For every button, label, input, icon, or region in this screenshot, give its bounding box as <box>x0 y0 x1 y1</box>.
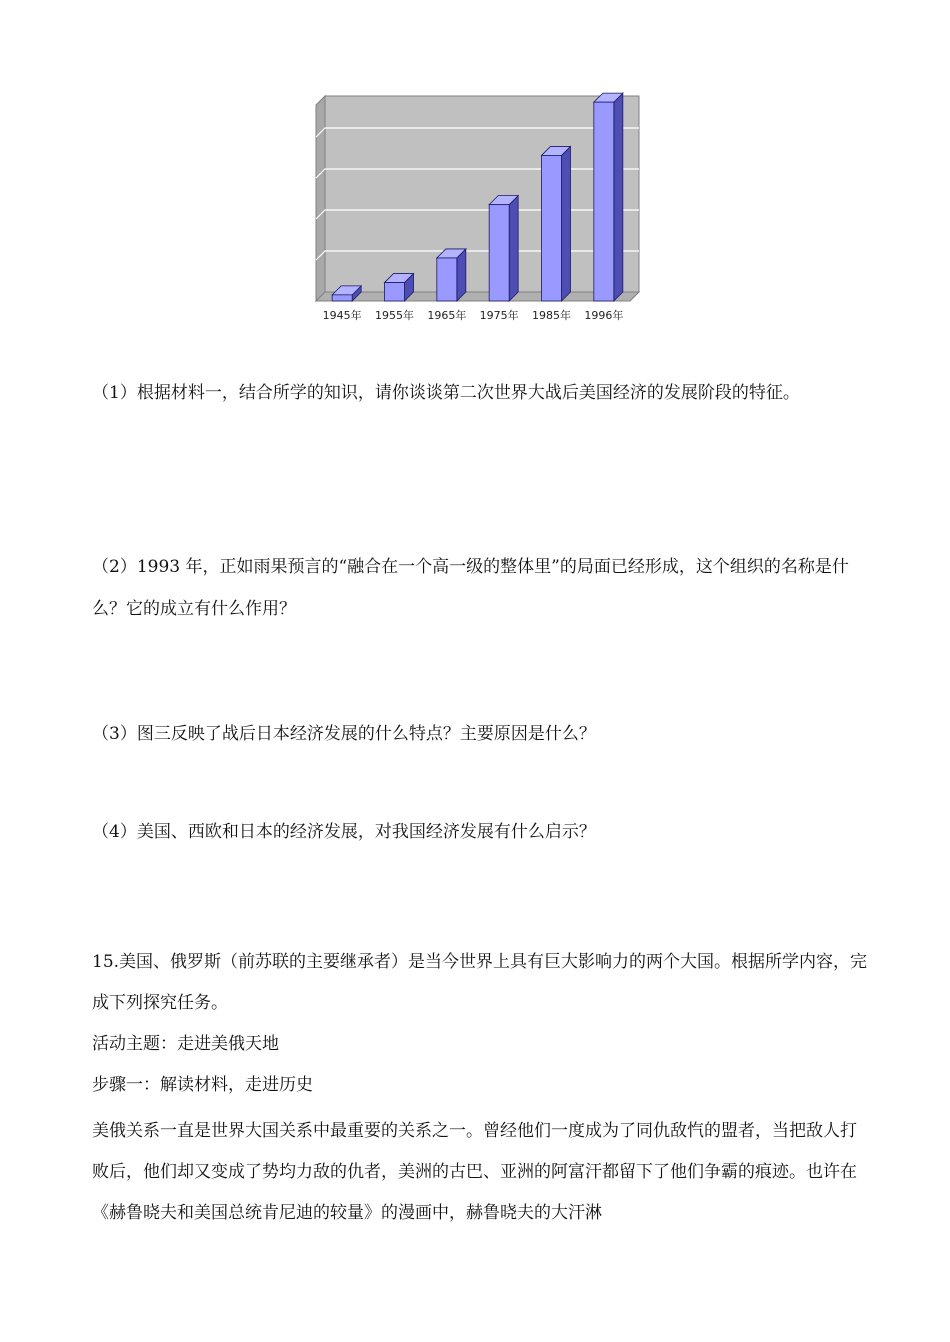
bar-0 <box>332 295 352 301</box>
material-passage: 美俄关系一直是世界大国关系中最重要的关系之一。曾经他们一度成为了同仇敌忾的盟者，当把敌人打败后，他们却又变成了势均力敌的仇者，美洲的古巴、亚洲的阿富汗都留下了他们争霸的痕迹。也许在《赫鲁晓夫和美国总统肯尼迪的较量》的漫画中，赫鲁晓夫的大汗淋 <box>92 1121 857 1223</box>
bar-chart <box>313 90 645 326</box>
bar-4 <box>542 155 562 301</box>
bar-side-4 <box>562 146 571 301</box>
bar-2 <box>437 258 457 301</box>
question-1: （1）根据材料一，结合所学的知识，请你谈谈第二次世界大战后美国经济的发展阶段的特征。 <box>92 383 800 403</box>
bar-1 <box>385 283 405 301</box>
category-label-4: 1985年 <box>532 309 571 322</box>
bar-side-3 <box>509 196 518 301</box>
activity-theme: 活动主题：走进美俄天地 <box>92 1034 279 1054</box>
category-label-0: 1945年 <box>322 309 362 322</box>
question-4: （4）美国、西欧和日本的经济发展，对我国经济发展有什么启示？ <box>92 822 596 842</box>
plot-back-wall <box>325 96 639 292</box>
plot-side-wall <box>316 96 325 301</box>
category-label-5: 1996年 <box>584 309 624 322</box>
plot-floor <box>316 292 639 301</box>
category-label-3: 1975年 <box>479 309 519 322</box>
category-label-2: 1965年 <box>427 309 467 322</box>
category-label-1: 1955年 <box>375 309 414 322</box>
bar-chart-svg <box>313 90 645 326</box>
step-one-heading: 步骤一：解读材料，走进历史 <box>92 1075 313 1095</box>
bar-5 <box>594 102 614 301</box>
question-2: （2）1993 年，正如雨果预言的“融合在一个高一级的整体里”的局面已经形成，这个组织的名称是什么？它的成立有什么作用？ <box>92 557 849 619</box>
question-3: （3）图三反映了战后日本经济发展的什么特点？主要原因是什么？ <box>92 724 596 744</box>
question-15-stem: 15.美国、俄罗斯（前苏联的主要继承者）是当今世界上具有巨大影响力的两个大国。根据所学内容，完成下列探究任务。 <box>92 952 868 1013</box>
bar-side-5 <box>614 93 623 301</box>
bar-3 <box>489 205 509 301</box>
